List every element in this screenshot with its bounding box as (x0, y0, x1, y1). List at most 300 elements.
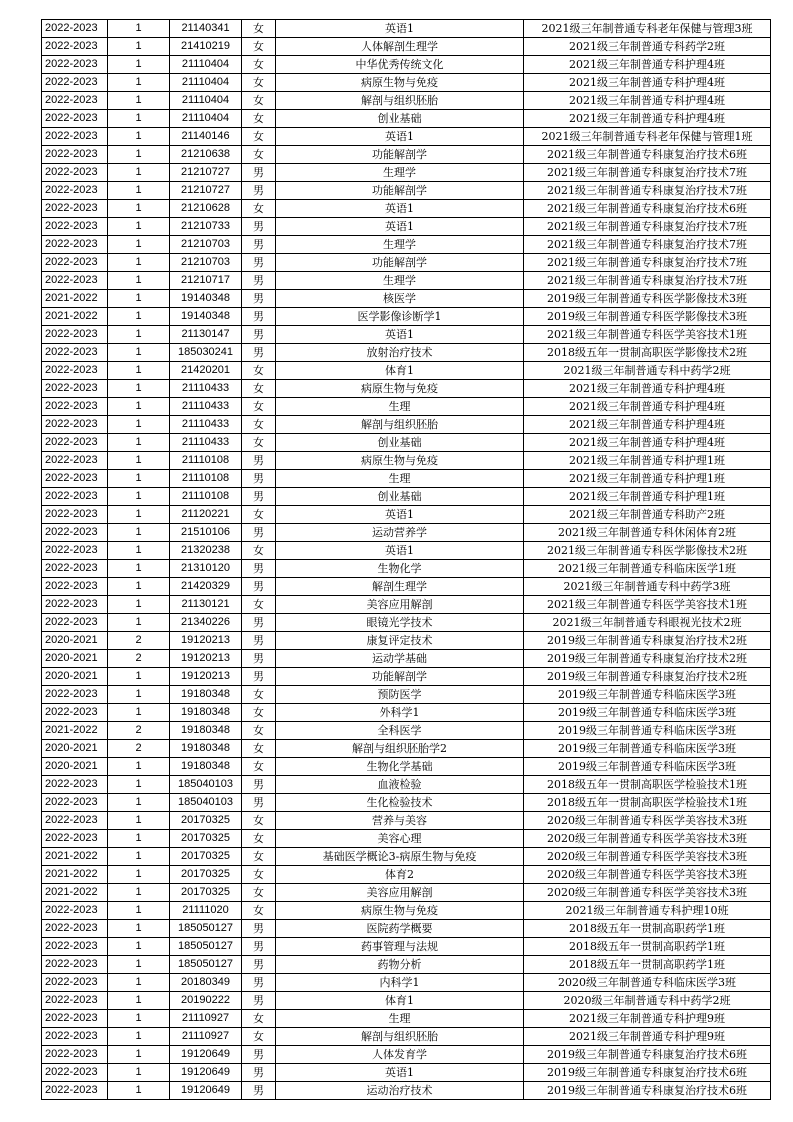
gender-cell: 男 (242, 344, 276, 362)
semester-cell: 1 (108, 992, 170, 1010)
gender-cell: 男 (242, 308, 276, 326)
table-row (42, 596, 771, 614)
academic-year-cell: 2022-2023 (42, 110, 108, 128)
student-id-cell: 21210703 (170, 236, 242, 254)
gender-cell: 女 (242, 686, 276, 704)
student-id-cell: 185040103 (170, 794, 242, 812)
student-id-cell: 21420329 (170, 578, 242, 596)
course-name-cell: 核医学 (276, 290, 524, 308)
academic-year-cell: 2020-2021 (42, 668, 108, 686)
semester-cell: 1 (108, 758, 170, 776)
academic-year-cell: 2022-2023 (42, 344, 108, 362)
academic-year-cell: 2022-2023 (42, 380, 108, 398)
class-name-cell: 2021级三年制普通专科康复治疗技术7班 (524, 218, 771, 236)
course-name-cell: 人体发育学 (276, 1046, 524, 1064)
semester-cell: 1 (108, 1028, 170, 1046)
gender-cell: 男 (242, 1064, 276, 1082)
gender-cell: 男 (242, 578, 276, 596)
semester-cell: 1 (108, 668, 170, 686)
student-id-cell: 21110927 (170, 1010, 242, 1028)
class-name-cell: 2019级三年制普通专科临床医学3班 (524, 740, 771, 758)
academic-year-cell: 2020-2021 (42, 650, 108, 668)
gender-cell: 女 (242, 92, 276, 110)
student-id-cell: 21320238 (170, 542, 242, 560)
table-row (42, 1028, 771, 1046)
student-id-cell: 21210638 (170, 146, 242, 164)
gender-cell: 男 (242, 452, 276, 470)
table-row (42, 1046, 771, 1064)
semester-cell: 1 (108, 470, 170, 488)
course-name-cell: 创业基础 (276, 488, 524, 506)
gender-cell: 男 (242, 164, 276, 182)
table-row (42, 20, 771, 38)
gender-cell: 女 (242, 56, 276, 74)
gender-cell: 女 (242, 398, 276, 416)
class-name-cell: 2019级三年制普通专科康复治疗技术6班 (524, 1082, 771, 1100)
semester-cell: 1 (108, 236, 170, 254)
semester-cell: 1 (108, 866, 170, 884)
table-row (42, 974, 771, 992)
course-name-cell: 解剖与组织胚胎 (276, 416, 524, 434)
class-name-cell: 2021级三年制普通专科护理9班 (524, 1010, 771, 1028)
student-id-cell: 19120649 (170, 1082, 242, 1100)
semester-cell: 1 (108, 1064, 170, 1082)
student-id-cell: 21410219 (170, 38, 242, 56)
course-name-cell: 创业基础 (276, 110, 524, 128)
academic-year-cell: 2020-2021 (42, 758, 108, 776)
gender-cell: 男 (242, 218, 276, 236)
student-id-cell: 21120221 (170, 506, 242, 524)
student-id-cell: 21210727 (170, 164, 242, 182)
class-name-cell: 2019级三年制普通专科医学影像技术3班 (524, 308, 771, 326)
academic-year-cell: 2022-2023 (42, 704, 108, 722)
gender-cell: 女 (242, 200, 276, 218)
academic-year-cell: 2022-2023 (42, 920, 108, 938)
class-name-cell: 2021级三年制普通专科康复治疗技术7班 (524, 182, 771, 200)
class-name-cell: 2020级三年制普通专科医学美容技术3班 (524, 812, 771, 830)
table-row (42, 650, 771, 668)
semester-cell: 1 (108, 938, 170, 956)
academic-year-cell: 2021-2022 (42, 290, 108, 308)
student-id-cell: 19120213 (170, 632, 242, 650)
academic-year-cell: 2022-2023 (42, 470, 108, 488)
class-name-cell: 2021级三年制普通专科中药学2班 (524, 362, 771, 380)
semester-cell: 1 (108, 974, 170, 992)
student-id-cell: 21140341 (170, 20, 242, 38)
gender-cell: 男 (242, 1046, 276, 1064)
table-row (42, 884, 771, 902)
table-row (42, 380, 771, 398)
semester-cell: 1 (108, 542, 170, 560)
gender-cell: 男 (242, 524, 276, 542)
academic-year-cell: 2022-2023 (42, 326, 108, 344)
semester-cell: 2 (108, 740, 170, 758)
semester-cell: 1 (108, 128, 170, 146)
course-name-cell: 病原生物与免疫 (276, 380, 524, 398)
course-name-cell: 英语1 (276, 200, 524, 218)
table-row (42, 272, 771, 290)
class-name-cell: 2021级三年制普通专科护理4班 (524, 416, 771, 434)
course-name-cell: 英语1 (276, 1064, 524, 1082)
academic-year-cell: 2022-2023 (42, 992, 108, 1010)
academic-year-cell: 2022-2023 (42, 1028, 108, 1046)
gender-cell: 女 (242, 596, 276, 614)
gender-cell: 女 (242, 722, 276, 740)
student-id-cell: 20170325 (170, 812, 242, 830)
academic-year-cell: 2022-2023 (42, 236, 108, 254)
gender-cell: 男 (242, 326, 276, 344)
student-id-cell: 21130121 (170, 596, 242, 614)
academic-year-cell: 2021-2022 (42, 848, 108, 866)
course-name-cell: 中华优秀传统文化 (276, 56, 524, 74)
course-name-cell: 生物化学 (276, 560, 524, 578)
semester-cell: 1 (108, 326, 170, 344)
academic-year-cell: 2022-2023 (42, 812, 108, 830)
course-name-cell: 英语1 (276, 326, 524, 344)
course-name-cell: 生理 (276, 470, 524, 488)
table-row (42, 956, 771, 974)
course-name-cell: 内科学1 (276, 974, 524, 992)
class-name-cell: 2018级五年一贯制高职药学1班 (524, 956, 771, 974)
academic-year-cell: 2022-2023 (42, 830, 108, 848)
table-row (42, 38, 771, 56)
gender-cell: 女 (242, 848, 276, 866)
course-name-cell: 药事管理与法规 (276, 938, 524, 956)
academic-year-cell: 2022-2023 (42, 416, 108, 434)
table-row (42, 740, 771, 758)
course-name-cell: 医学影像诊断学1 (276, 308, 524, 326)
records-table-body (42, 20, 771, 1100)
class-name-cell: 2021级三年制普通专科护理10班 (524, 902, 771, 920)
student-id-cell: 20170325 (170, 830, 242, 848)
academic-year-cell: 2022-2023 (42, 794, 108, 812)
table-row (42, 470, 771, 488)
semester-cell: 1 (108, 578, 170, 596)
class-name-cell: 2021级三年制普通专科医学影像技术2班 (524, 542, 771, 560)
semester-cell: 1 (108, 218, 170, 236)
student-id-cell: 21111020 (170, 902, 242, 920)
gender-cell: 女 (242, 128, 276, 146)
gender-cell: 男 (242, 956, 276, 974)
course-name-cell: 英语1 (276, 506, 524, 524)
academic-year-cell: 2022-2023 (42, 20, 108, 38)
gender-cell: 男 (242, 1082, 276, 1100)
semester-cell: 1 (108, 614, 170, 632)
semester-cell: 1 (108, 506, 170, 524)
academic-year-cell: 2022-2023 (42, 200, 108, 218)
course-name-cell: 血液检验 (276, 776, 524, 794)
class-name-cell: 2021级三年制普通专科护理4班 (524, 380, 771, 398)
class-name-cell: 2021级三年制普通专科临床医学1班 (524, 560, 771, 578)
class-name-cell: 2021级三年制普通专科康复治疗技术7班 (524, 236, 771, 254)
table-row (42, 668, 771, 686)
class-name-cell: 2019级三年制普通专科临床医学3班 (524, 722, 771, 740)
academic-year-cell: 2022-2023 (42, 182, 108, 200)
course-name-cell: 解剖与组织胚胎 (276, 1028, 524, 1046)
table-row (42, 110, 771, 128)
class-name-cell: 2021级三年制普通专科护理4班 (524, 110, 771, 128)
gender-cell: 女 (242, 38, 276, 56)
table-row (42, 254, 771, 272)
table-row (42, 758, 771, 776)
semester-cell: 1 (108, 146, 170, 164)
class-name-cell: 2021级三年制普通专科康复治疗技术7班 (524, 272, 771, 290)
table-row (42, 290, 771, 308)
student-id-cell: 185040103 (170, 776, 242, 794)
gender-cell: 女 (242, 740, 276, 758)
course-name-cell: 运动营养学 (276, 524, 524, 542)
table-row (42, 686, 771, 704)
table-row (42, 578, 771, 596)
course-name-cell: 病原生物与免疫 (276, 452, 524, 470)
course-name-cell: 生理 (276, 1010, 524, 1028)
course-name-cell: 体育1 (276, 992, 524, 1010)
course-name-cell: 创业基础 (276, 434, 524, 452)
academic-year-cell: 2022-2023 (42, 488, 108, 506)
course-name-cell: 康复评定技术 (276, 632, 524, 650)
academic-year-cell: 2022-2023 (42, 596, 108, 614)
course-name-cell: 生物化学基础 (276, 758, 524, 776)
class-name-cell: 2021级三年制普通专科康复治疗技术6班 (524, 146, 771, 164)
class-name-cell: 2021级三年制普通专科医学美容技术1班 (524, 326, 771, 344)
course-name-cell: 生理学 (276, 164, 524, 182)
student-id-cell: 21210628 (170, 200, 242, 218)
gender-cell: 男 (242, 974, 276, 992)
table-row (42, 434, 771, 452)
course-name-cell: 外科学1 (276, 704, 524, 722)
semester-cell: 1 (108, 920, 170, 938)
class-name-cell: 2021级三年制普通专科护理1班 (524, 452, 771, 470)
semester-cell: 1 (108, 830, 170, 848)
class-name-cell: 2019级三年制普通专科临床医学3班 (524, 686, 771, 704)
student-id-cell: 21130147 (170, 326, 242, 344)
course-name-cell: 病原生物与免疫 (276, 74, 524, 92)
student-id-cell: 21110404 (170, 56, 242, 74)
student-id-cell: 21310120 (170, 560, 242, 578)
academic-year-cell: 2022-2023 (42, 218, 108, 236)
class-name-cell: 2021级三年制普通专科老年保健与管理1班 (524, 128, 771, 146)
class-name-cell: 2021级三年制普通专科休闲体育2班 (524, 524, 771, 542)
class-name-cell: 2018级五年一贯制高职医学检验技术1班 (524, 794, 771, 812)
class-name-cell: 2021级三年制普通专科药学2班 (524, 38, 771, 56)
semester-cell: 2 (108, 650, 170, 668)
academic-year-cell: 2022-2023 (42, 434, 108, 452)
semester-cell: 1 (108, 794, 170, 812)
course-name-cell: 英语1 (276, 20, 524, 38)
student-id-cell: 21210727 (170, 182, 242, 200)
table-row (42, 776, 771, 794)
table-row (42, 236, 771, 254)
academic-year-cell: 2020-2021 (42, 740, 108, 758)
gender-cell: 女 (242, 380, 276, 398)
semester-cell: 1 (108, 452, 170, 470)
class-name-cell: 2019级三年制普通专科康复治疗技术2班 (524, 632, 771, 650)
table-row (42, 74, 771, 92)
course-name-cell: 运动治疗技术 (276, 1082, 524, 1100)
semester-cell: 1 (108, 524, 170, 542)
academic-year-cell: 2022-2023 (42, 524, 108, 542)
semester-cell: 1 (108, 272, 170, 290)
course-name-cell: 放射治疗技术 (276, 344, 524, 362)
class-name-cell: 2021级三年制普通专科医学美容技术1班 (524, 596, 771, 614)
academic-year-cell: 2022-2023 (42, 164, 108, 182)
course-name-cell: 解剖生理学 (276, 578, 524, 596)
class-name-cell: 2021级三年制普通专科护理4班 (524, 74, 771, 92)
class-name-cell: 2018级五年一贯制高职医学检验技术1班 (524, 776, 771, 794)
gender-cell: 男 (242, 668, 276, 686)
student-id-cell: 21110404 (170, 92, 242, 110)
course-name-cell: 基础医学概论3-病原生物与免疫 (276, 848, 524, 866)
student-id-cell: 20170325 (170, 884, 242, 902)
academic-year-cell: 2020-2021 (42, 632, 108, 650)
student-id-cell: 19120213 (170, 650, 242, 668)
gender-cell: 男 (242, 182, 276, 200)
student-id-cell: 21140146 (170, 128, 242, 146)
semester-cell: 1 (108, 956, 170, 974)
class-name-cell: 2019级三年制普通专科康复治疗技术6班 (524, 1046, 771, 1064)
class-name-cell: 2021级三年制普通专科康复治疗技术6班 (524, 200, 771, 218)
semester-cell: 1 (108, 344, 170, 362)
course-name-cell: 美容应用解剖 (276, 884, 524, 902)
academic-year-cell: 2022-2023 (42, 1010, 108, 1028)
academic-year-cell: 2022-2023 (42, 272, 108, 290)
course-name-cell: 生化检验技术 (276, 794, 524, 812)
table-row (42, 920, 771, 938)
student-id-cell: 21110433 (170, 380, 242, 398)
gender-cell: 女 (242, 866, 276, 884)
gender-cell: 男 (242, 776, 276, 794)
academic-year-cell: 2022-2023 (42, 1064, 108, 1082)
class-name-cell: 2021级三年制普通专科护理4班 (524, 56, 771, 74)
semester-cell: 1 (108, 776, 170, 794)
academic-year-cell: 2022-2023 (42, 38, 108, 56)
semester-cell: 1 (108, 902, 170, 920)
gender-cell: 女 (242, 20, 276, 38)
gender-cell: 男 (242, 794, 276, 812)
gender-cell: 女 (242, 1010, 276, 1028)
class-name-cell: 2019级三年制普通专科医学影像技术3班 (524, 290, 771, 308)
table-row (42, 866, 771, 884)
student-id-cell: 21110404 (170, 74, 242, 92)
course-name-cell: 功能解剖学 (276, 182, 524, 200)
gender-cell: 男 (242, 614, 276, 632)
semester-cell: 1 (108, 254, 170, 272)
semester-cell: 1 (108, 434, 170, 452)
table-row (42, 1064, 771, 1082)
table-row (42, 164, 771, 182)
class-name-cell: 2020级三年制普通专科医学美容技术3班 (524, 866, 771, 884)
student-id-cell: 20170325 (170, 866, 242, 884)
student-id-cell: 19180348 (170, 686, 242, 704)
student-id-cell: 19180348 (170, 740, 242, 758)
academic-year-cell: 2022-2023 (42, 686, 108, 704)
table-row (42, 506, 771, 524)
student-id-cell: 21210703 (170, 254, 242, 272)
academic-year-cell: 2022-2023 (42, 974, 108, 992)
class-name-cell: 2021级三年制普通专科眼视光技术2班 (524, 614, 771, 632)
student-id-cell: 21110108 (170, 470, 242, 488)
gender-cell: 女 (242, 506, 276, 524)
class-name-cell: 2018级五年一贯制高职药学1班 (524, 920, 771, 938)
student-id-cell: 21340226 (170, 614, 242, 632)
academic-year-cell: 2022-2023 (42, 128, 108, 146)
gender-cell: 男 (242, 254, 276, 272)
student-id-cell: 21210717 (170, 272, 242, 290)
academic-year-cell: 2022-2023 (42, 56, 108, 74)
gender-cell: 女 (242, 830, 276, 848)
gender-cell: 男 (242, 920, 276, 938)
student-id-cell: 185030241 (170, 344, 242, 362)
class-name-cell: 2020级三年制普通专科医学美容技术3班 (524, 848, 771, 866)
class-name-cell: 2020级三年制普通专科医学美容技术3班 (524, 884, 771, 902)
student-id-cell: 21110108 (170, 452, 242, 470)
course-name-cell: 营养与美容 (276, 812, 524, 830)
academic-year-cell: 2021-2022 (42, 308, 108, 326)
academic-year-cell: 2022-2023 (42, 146, 108, 164)
student-id-cell: 19140348 (170, 308, 242, 326)
gender-cell: 女 (242, 1028, 276, 1046)
table-row (42, 488, 771, 506)
class-name-cell: 2021级三年制普通专科助产2班 (524, 506, 771, 524)
class-name-cell: 2019级三年制普通专科康复治疗技术2班 (524, 650, 771, 668)
gender-cell: 男 (242, 560, 276, 578)
semester-cell: 1 (108, 56, 170, 74)
course-name-cell: 功能解剖学 (276, 668, 524, 686)
gender-cell: 女 (242, 434, 276, 452)
course-name-cell: 人体解剖生理学 (276, 38, 524, 56)
class-name-cell: 2021级三年制普通专科护理1班 (524, 488, 771, 506)
course-name-cell: 生理学 (276, 236, 524, 254)
gender-cell: 女 (242, 146, 276, 164)
course-name-cell: 生理 (276, 398, 524, 416)
gender-cell: 女 (242, 704, 276, 722)
course-name-cell: 体育2 (276, 866, 524, 884)
course-name-cell: 病原生物与免疫 (276, 902, 524, 920)
class-name-cell: 2021级三年制普通专科护理4班 (524, 398, 771, 416)
academic-year-cell: 2022-2023 (42, 1082, 108, 1100)
semester-cell: 1 (108, 704, 170, 722)
table-row (42, 1010, 771, 1028)
gender-cell: 男 (242, 650, 276, 668)
table-row (42, 812, 771, 830)
class-name-cell: 2021级三年制普通专科康复治疗技术7班 (524, 164, 771, 182)
student-id-cell: 19180348 (170, 758, 242, 776)
class-name-cell: 2021级三年制普通专科护理9班 (524, 1028, 771, 1046)
gender-cell: 男 (242, 470, 276, 488)
table-row (42, 632, 771, 650)
class-name-cell: 2020级三年制普通专科医学美容技术3班 (524, 830, 771, 848)
student-id-cell: 20190222 (170, 992, 242, 1010)
academic-year-cell: 2022-2023 (42, 452, 108, 470)
records-table (41, 19, 771, 1100)
gender-cell: 男 (242, 938, 276, 956)
table-row (42, 794, 771, 812)
semester-cell: 2 (108, 722, 170, 740)
student-id-cell: 185050127 (170, 920, 242, 938)
semester-cell: 1 (108, 488, 170, 506)
table-row (42, 416, 771, 434)
table-row (42, 200, 771, 218)
course-name-cell: 体育1 (276, 362, 524, 380)
academic-year-cell: 2021-2022 (42, 866, 108, 884)
gender-cell: 男 (242, 290, 276, 308)
academic-year-cell: 2022-2023 (42, 1046, 108, 1064)
table-row (42, 218, 771, 236)
course-name-cell: 英语1 (276, 128, 524, 146)
student-id-cell: 20180349 (170, 974, 242, 992)
semester-cell: 1 (108, 1046, 170, 1064)
table-row (42, 146, 771, 164)
